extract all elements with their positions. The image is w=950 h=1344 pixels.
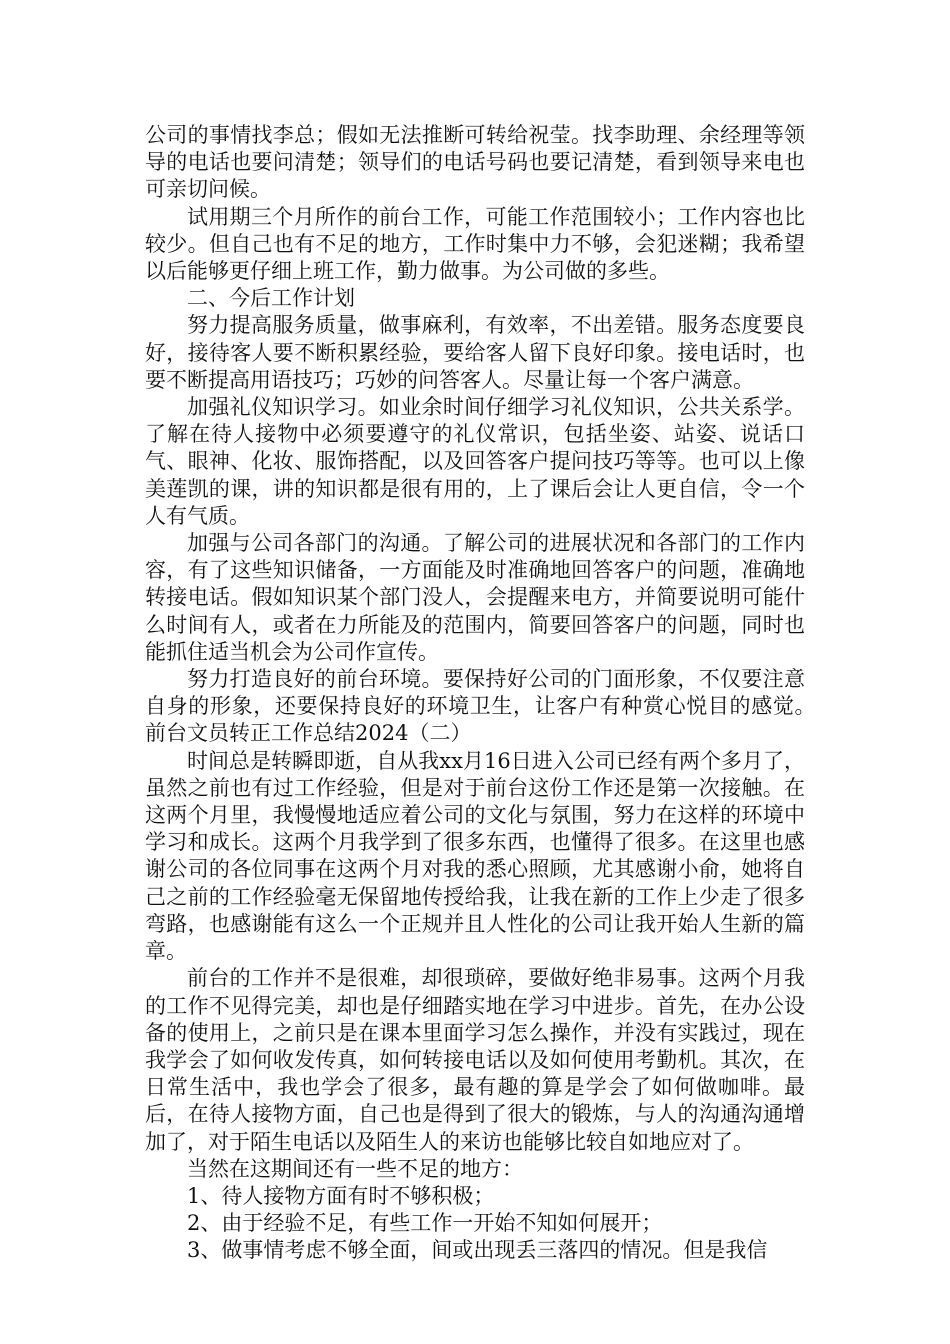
paragraph-2: 试用期三个月所作的前台工作，可能工作范围较小；工作内容也比较少。但自己也有不足的地方，工作时集中力不够，会犯迷糊；我希望以后能够更仔细上班工作，勤力做事。为公司做的多些。 <box>145 204 805 284</box>
document-body <box>145 122 847 1265</box>
list-item-3: 3、做事情考虑不够全面，间或出现丢三落四的情况。但是我信 <box>187 1238 768 1263</box>
paragraph-4: 加强礼仪知识学习。如业余时间仔细学习礼仪知识，公共关系学。了解在待人接物中必须要遵守的礼仪常识，包括坐姿、站姿、说话口气、眼神、化妆、服饰搭配，以及回答客户提问技巧等等。也可以上像美莲凯的课，讲的知识都是很有用的，上了课后会让人更自信，令一个人有气质。 <box>145 395 805 528</box>
paragraph-5: 加强与公司各部门的沟通。了解公司的进展状况和各部门的工作内容，有了这些知识储备，一方面能及时准确地回答客户的问题，准确地转接电话。假如知识某个部门没人，会提醒来电方，并简要说明可能什么时间有人，或者在力所能及的范围内，简要回答客户的问题，同时也能抓住适当机会为公司作宣传。 <box>145 531 805 664</box>
list-item-2: 2、由于经验不足，有些工作一开始不知如何展开； <box>187 1211 663 1236</box>
paragraph-8: 前台的工作并不是很难，却很琐碎，要做好绝非易事。这两个月我的工作不见得完美，却也是仔细踏实地在学习中进步。首先，在办公设备的使用上，之前只是在课本里面学习怎么操作，并没有实践过，现在我学会了如何收发传真，如何转接电话以及如何使用考勤机。其次，在日常生活中，我也学会了很多，最有趣的算是学会了如何做咖啡。最后，在待人接物方面，自己也是得到了很大的锻炼，与人的沟通沟通增加了，对于陌生电话以及陌生人的来访也能够比较自如地应对了。 <box>145 966 805 1154</box>
paragraph-1: 公司的事情找李总；假如无法推断可转给祝莹。找李助理、余经理等领导的电话也要问清楚；领导们的电话号码也要记清楚，看到领导来电也可亲切问候。 <box>145 123 805 202</box>
section-heading: 二、今后工作计划 <box>187 286 355 311</box>
paragraph-9: 当然在这期间还有一些不足的地方： <box>187 1156 523 1181</box>
list-item-1: 1、待人接物方面有时不够积极； <box>187 1183 495 1208</box>
paragraph-7: 时间总是转瞬即逝，自从我xx月16日进入公司已经有两个多月了，虽然之前也有过工作经验，但是对于前台这份工作还是第一次接触。在这两个月里，我慢慢地适应着公司的文化与氛围，努力在这样的环境中学习和成长。这两个月我学到了很多东西，也懂得了很多。在这里也感谢公司的各位同事在这两个月对我的悉心照顾，尤其感谢小俞，她将自己之前的工作经验毫无保留地传授给我，让我在新的工作上少走了很多弯路，也感谢能有这么一个正规并且人性化的公司让我开始人生新的篇章。 <box>145 748 805 964</box>
paragraph-3: 努力提高服务质量，做事麻利，有效率，不出差错。服务态度要良好，接待客人要不断积累经验，要给客人留下良好印象。接电话时，也要不断提高用语技巧；巧妙的问答客人。尽量让每一个客户满意。 <box>145 313 805 392</box>
paragraph-6: 努力打造良好的前台环境。要保持好公司的门面形象，不仅要注意自身的形象，还要保持良好的环境卫生，让客户有种赏心悦目的感觉。 前台文员转正工作总结2024（二） <box>145 667 847 746</box>
